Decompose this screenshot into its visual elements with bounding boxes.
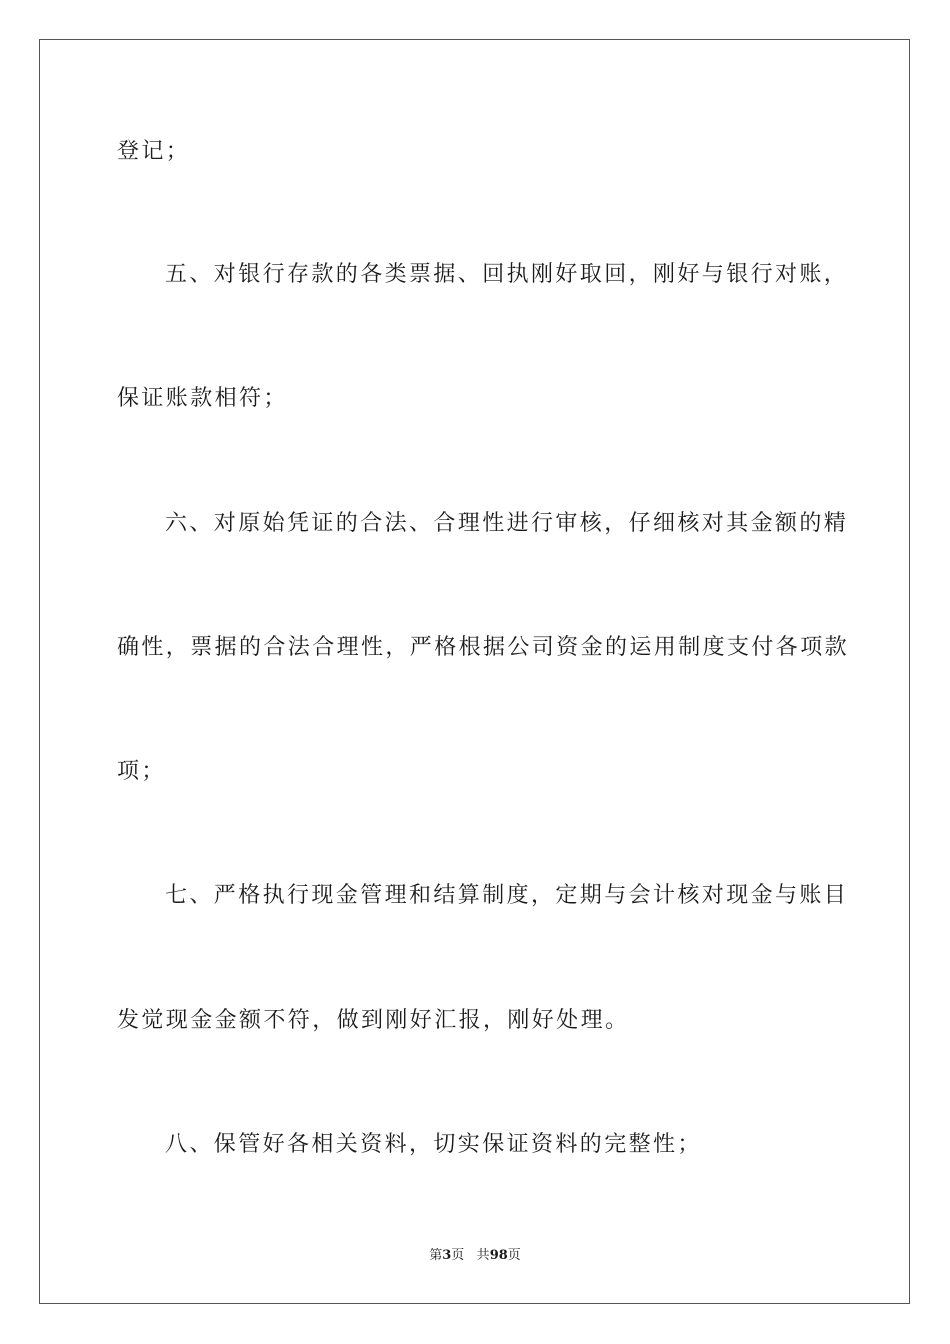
footer-current-page: 3 (442, 1248, 452, 1263)
paragraph-line: 八、保管好各相关资料，切实保证资料的完整性； (165, 1132, 702, 1157)
footer-page-suffix: 页 (451, 1248, 465, 1263)
page-border (39, 39, 910, 1304)
footer-page-prefix: 第 (429, 1248, 443, 1263)
footer-total-pages: 98 (489, 1248, 508, 1263)
paragraph-line: 项； (117, 759, 166, 784)
footer-total-suffix: 页 (507, 1248, 521, 1263)
paragraph-line: 保证账款相符； (117, 386, 288, 411)
paragraph-line: 五、对银行存款的各类票据、回执刚好取回，刚好与银行对账， (165, 262, 849, 287)
paragraph-line: 确性，票据的合法合理性，严格根据公司资金的运用制度支付各项款 (117, 635, 850, 660)
paragraph-line: 七、严格执行现金管理和结算制度，定期与会计核对现金与账目 (165, 883, 849, 908)
paragraph-line: 发觉现金金额不符，做到刚好汇报，刚好处理。 (117, 1008, 630, 1033)
paragraph-line: 六、对原始凭证的合法、合理性进行审核，仔细核对其金额的精 (165, 511, 849, 536)
page-footer (0, 1248, 950, 1264)
footer-total-prefix: 共 (476, 1248, 490, 1263)
paragraph-line: 登记； (117, 139, 191, 164)
